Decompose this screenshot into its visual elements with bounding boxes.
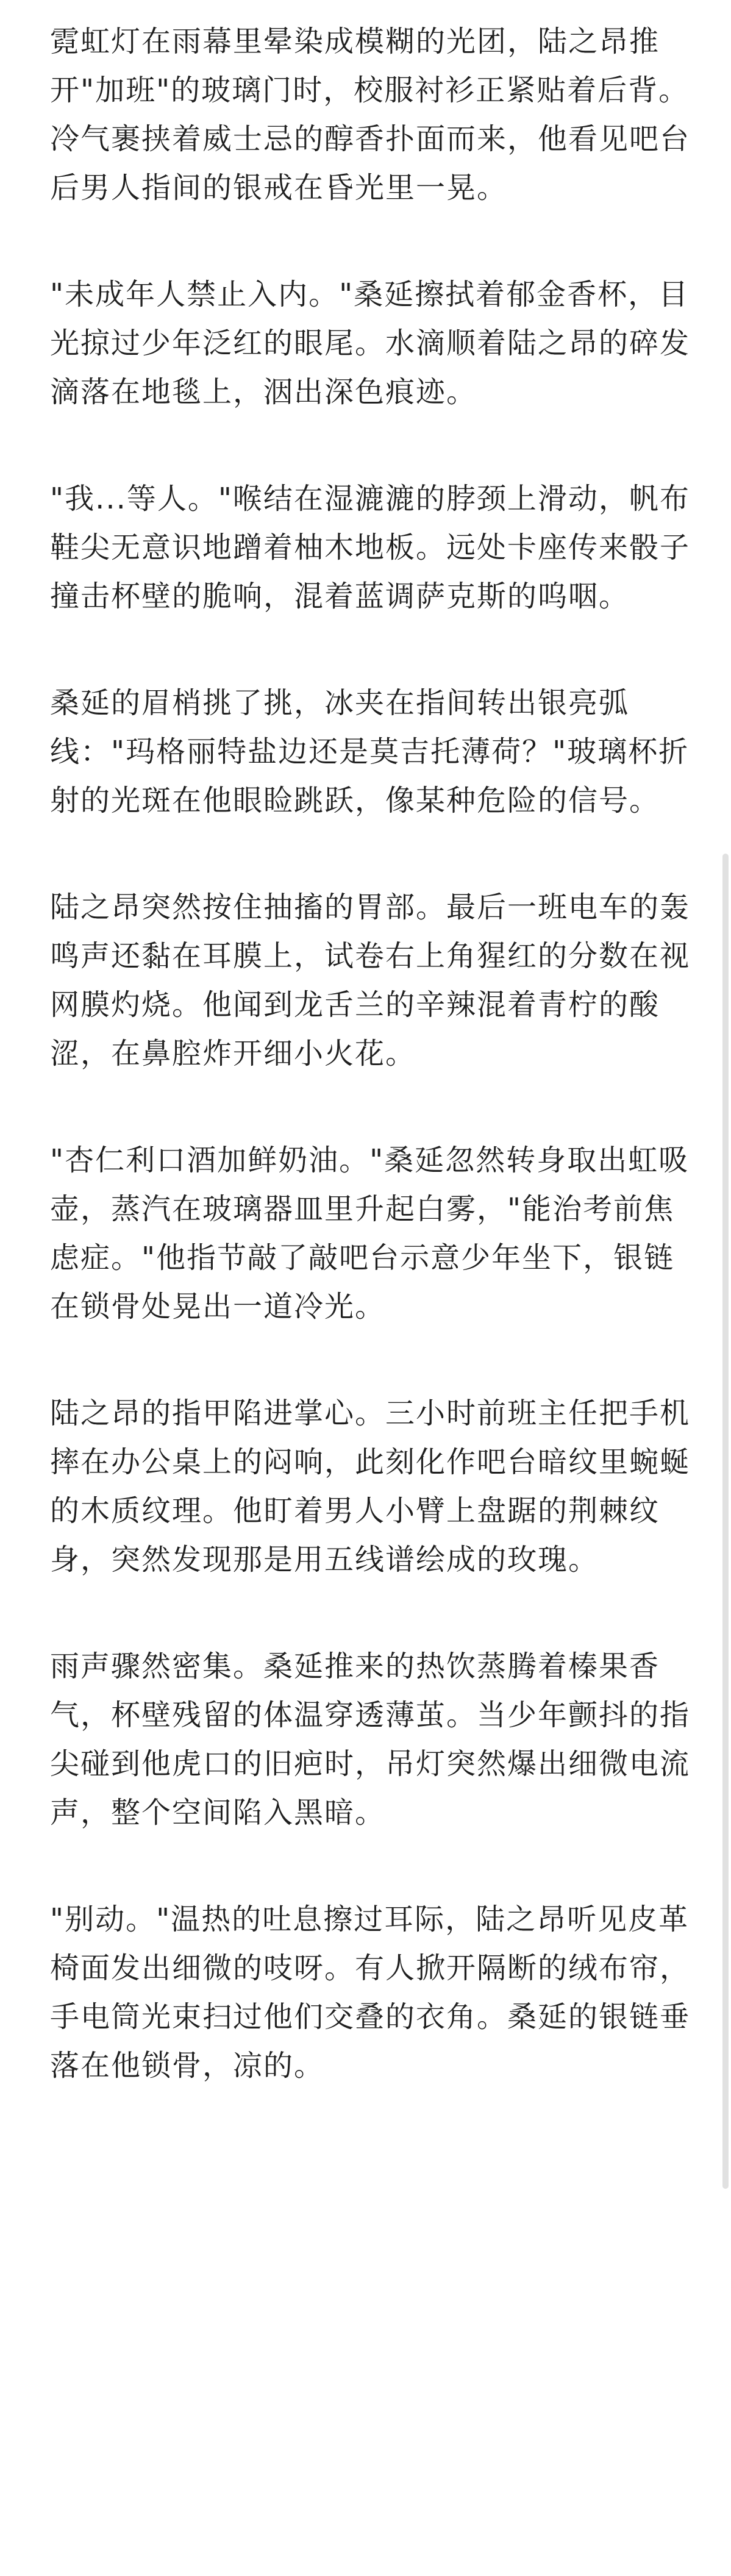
- paragraph-5: 陆之昂突然按住抽搐的胃部。最后一班电车的轰鸣声还黏在耳膜上，试卷右上角猩红的分数在视网膜灼烧。他闻到龙舌兰的辛辣混着青柠的酸涩，在鼻腔炸开细小火花。: [50, 890, 691, 1071]
- paragraph-7: 陆之昂的指甲陷进掌心。三小时前班主任把手机摔在办公桌上的闷响，此刻化作吧台暗纹里蜿蜒的木质纹理。他盯着男人小臂上盘踞的荆棘纹身，突然发现那是用五线谱绘成的玫瑰。: [50, 1396, 691, 1577]
- paragraph-9: "别动。"温热的吐息擦过耳际，陆之昂听见皮革椅面发出细微的吱呀。有人掀开隔断的绒布帘，手电筒光束扫过他们交叠的衣角。桑延的银链垂落在他锁骨，凉的。: [50, 1902, 691, 2083]
- paragraph-8: 雨声骤然密集。桑延推来的热饮蒸腾着榛果香气，杯壁残留的体温穿透薄茧。当少年颤抖的指尖碰到他虎口的旧疤时，吊灯突然爆出细微电流声，整个空间陷入黑暗。: [50, 1649, 691, 1830]
- vertical-scrollbar[interactable]: [722, 854, 729, 2189]
- paragraph-1: 霓虹灯在雨幕里晕染成模糊的光团，陆之昂推开"加班"的玻璃门时，校服衬衫正紧贴着后背。冷气裹挟着威士忌的醇香扑面而来，他看见吧台后男人指间的银戒在昏光里一晃。: [50, 24, 691, 205]
- paragraph-2: "未成年人禁止入内。"桑延擦拭着郁金香杯，目光掠过少年泛红的眼尾。水滴顺着陆之昂的碎发滴落在地毯上，洇出深色痕迹。: [50, 277, 691, 409]
- paragraph-6: "杏仁利口酒加鲜奶油。"桑延忽然转身取出虹吸壶，蒸汽在玻璃器皿里升起白雾，"能治考前焦虑症。"他指节敲了敲吧台示意少年坐下，银链在锁骨处晃出一道冷光。: [50, 1143, 690, 1324]
- paragraph-3: "我...等人。"喉结在湿漉漉的脖颈上滑动，帆布鞋尖无意识地蹭着柚木地板。远处卡座传来骰子撞击杯壁的脆响，混着蓝调萨克斯的呜咽。: [50, 482, 691, 613]
- paragraph-4: 桑延的眉梢挑了挑，冰夹在指间转出银亮弧线："玛格丽特盐边还是莫吉托薄荷？"玻璃杯折射的光斑在他眼睑跳跃，像某种危险的信号。: [50, 686, 690, 818]
